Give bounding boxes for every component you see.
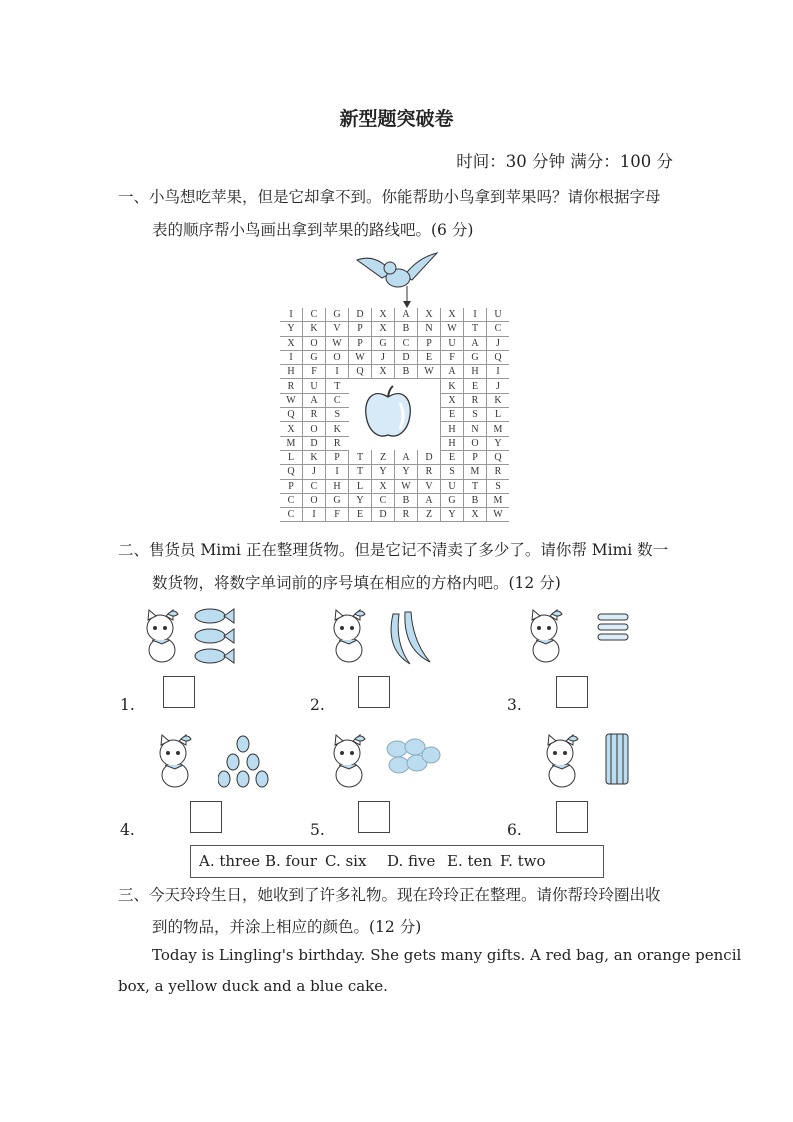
grid-letter-cell: K [441,379,464,393]
grid-letter-cell: O [303,336,326,350]
grid-row [280,465,509,479]
item-number-3: 3. [507,696,522,714]
grid-letter-cell: D [395,350,418,364]
grid-letter-cell: A [441,365,464,379]
item-number-4: 4. [120,821,135,839]
grid-letter-cell: C [326,393,349,407]
q3-passage-line1: Today is Lingling's birthday. She gets many gifts. A red bag, an orange pencil [152,946,742,964]
grid-letter-cell: X [441,393,464,407]
grid-row [280,479,509,493]
grid-letter-cell: G [303,350,326,364]
grid-letter-cell: I [326,365,349,379]
grid-letter-cell: W [326,336,349,350]
grid-letter-cell: E [441,450,464,464]
grid-letter-cell: P [418,336,441,350]
grid-letter-cell: H [326,479,349,493]
banana-icon [385,604,441,668]
item-number-1: 1. [120,696,135,714]
option-d: D. five [387,852,436,870]
grid-row [280,365,509,379]
answer-box-2[interactable] [358,676,390,708]
grid-letter-cell: K [303,322,326,336]
grid-letter-cell: X [372,479,395,493]
grid-letter-cell: W [418,365,441,379]
grid-letter-cell: O [326,350,349,364]
grid-letter-cell: Y [280,322,303,336]
stick-icon [598,729,654,793]
grid-letter-cell: S [464,408,487,422]
q1-instruction-line1: 一、小鸟想吃苹果，但是它却拿不到。你能帮助小鸟拿到苹果吗？请你根据字母 [118,188,661,206]
grid-letter-cell: G [441,493,464,507]
grid-letter-cell: I [487,365,510,379]
cat-icon [327,608,371,666]
q3-passage-line2: box, a yellow duck and a blue cake. [118,977,388,995]
grid-letter-cell: E [418,350,441,364]
option-f: F. two [500,852,546,870]
pear-icon [218,729,274,793]
option-a: A. three [199,852,260,870]
grid-letter-cell: I [464,308,487,322]
grid-letter-cell: Y [487,436,510,450]
grid-letter-cell: E [349,508,372,522]
grid-letter-cell: G [326,308,349,322]
grid-letter-cell: Y [372,465,395,479]
option-e: E. ten [447,852,493,870]
grid-letter-cell: B [464,493,487,507]
grid-letter-cell: U [303,379,326,393]
grid-letter-cell: L [349,479,372,493]
egg-icon [385,729,441,793]
q1-instruction-line2: 表的顺序帮小鸟画出拿到苹果的路线吧。(6 分) [152,221,474,239]
grid-row [280,450,509,464]
grid-letter-cell: R [326,436,349,450]
grid-letter-cell: X [280,336,303,350]
grid-letter-cell: F [441,350,464,364]
grid-letter-cell: B [395,493,418,507]
grid-letter-cell: Q [487,350,510,364]
answer-options-box [190,845,604,878]
grid-row [280,336,509,350]
grid-letter-cell: G [326,493,349,507]
grid-letter-cell: A [418,493,441,507]
grid-letter-cell: C [372,493,395,507]
grid-letter-cell: C [487,322,510,336]
grid-letter-cell: Q [280,465,303,479]
grid-empty-cell [418,436,441,450]
grid-letter-cell: O [303,422,326,436]
grid-letter-cell: J [487,379,510,393]
grid-letter-cell: U [487,308,510,322]
grid-letter-cell: K [487,393,510,407]
grid-letter-cell: R [395,508,418,522]
page-title: 新型题突破卷 [339,108,454,130]
grid-row [280,508,509,522]
grid-letter-cell: W [395,479,418,493]
grid-letter-cell: E [464,379,487,393]
cat-icon [524,608,568,666]
grid-letter-cell: Z [418,508,441,522]
grid-letter-cell: W [280,393,303,407]
grid-letter-cell: I [280,308,303,322]
grid-letter-cell: G [464,350,487,364]
grid-letter-cell: V [326,322,349,336]
grid-letter-cell: P [349,322,372,336]
grid-letter-cell: O [464,436,487,450]
answer-box-1[interactable] [163,676,195,708]
option-b: B. four [265,852,317,870]
grid-letter-cell: S [326,408,349,422]
grid-letter-cell: J [303,465,326,479]
grid-letter-cell: F [303,365,326,379]
grid-empty-cell [418,379,441,393]
grid-letter-cell: I [303,508,326,522]
grid-letter-cell: R [303,408,326,422]
grid-letter-cell: R [464,393,487,407]
grid-letter-cell: P [326,450,349,464]
cat-icon [140,608,184,666]
answer-box-4[interactable] [190,801,222,833]
grid-letter-cell: I [280,350,303,364]
grid-letter-cell: N [464,422,487,436]
answer-box-6[interactable] [556,801,588,833]
grid-letter-cell: D [418,450,441,464]
grid-letter-cell: Y [441,508,464,522]
grid-letter-cell: A [395,308,418,322]
grid-letter-cell: T [326,379,349,393]
item-number-5: 5. [310,821,325,839]
grid-row [280,493,509,507]
grid-empty-cell [418,422,441,436]
grid-letter-cell: T [349,450,372,464]
grid-letter-cell: X [464,508,487,522]
grid-letter-cell: R [418,465,441,479]
q2-instruction-line1: 二、售货员 Mimi 正在整理货物。但是它记不清卖了多少了。请你帮 Mimi 数一 [118,541,669,559]
fish-icon [190,604,246,668]
grid-letter-cell: A [395,450,418,464]
grid-letter-cell: H [464,365,487,379]
grid-letter-cell: H [280,365,303,379]
apple-icon [362,383,414,441]
grid-letter-cell: Y [349,493,372,507]
option-c: C. six [325,852,367,870]
grid-letter-cell: M [487,493,510,507]
grid-letter-cell: W [349,350,372,364]
grid-letter-cell: U [441,479,464,493]
grid-letter-cell: H [441,436,464,450]
grid-letter-cell: X [441,308,464,322]
q3-instruction-line2: 到的物品，并涂上相应的颜色。(12 分) [152,918,422,936]
grid-letter-cell: T [464,322,487,336]
cat-icon [540,733,584,791]
grid-letter-cell: Z [372,450,395,464]
grid-letter-cell: Y [395,465,418,479]
grid-letter-cell: N [418,322,441,336]
grid-row [280,322,509,336]
grid-letter-cell: P [349,336,372,350]
grid-letter-cell: L [487,408,510,422]
grid-letter-cell: C [280,493,303,507]
grid-letter-cell: P [464,450,487,464]
grid-letter-cell: J [487,336,510,350]
grid-letter-cell: X [372,322,395,336]
grid-letter-cell: X [372,365,395,379]
grid-letter-cell: T [464,479,487,493]
grid-letter-cell: Q [487,450,510,464]
q2-instruction-line2: 数货物，将数字单词前的序号填在相应的方格内吧。(12 分) [152,574,561,592]
grid-row [280,350,509,364]
grid-letter-cell: V [418,479,441,493]
grid-letter-cell: A [464,336,487,350]
grid-letter-cell: W [441,322,464,336]
grid-letter-cell: K [303,450,326,464]
grid-letter-cell: H [441,422,464,436]
grid-letter-cell: M [487,422,510,436]
grid-letter-cell: C [280,508,303,522]
cat-icon [327,733,371,791]
item-number-6: 6. [507,821,522,839]
grid-letter-cell: D [303,436,326,450]
grid-letter-cell: M [464,465,487,479]
grid-letter-cell: B [395,365,418,379]
grid-letter-cell: I [326,465,349,479]
grid-letter-cell: L [280,450,303,464]
grid-letter-cell: S [441,465,464,479]
bird-icon [352,248,442,310]
grid-letter-cell: T [349,465,372,479]
grid-letter-cell: E [441,408,464,422]
grid-empty-cell [418,393,441,407]
grid-row [280,308,509,322]
grid-letter-cell: U [441,336,464,350]
answer-box-5[interactable] [358,801,390,833]
bone-icon [590,604,646,668]
grid-letter-cell: C [303,308,326,322]
grid-letter-cell: W [487,508,510,522]
grid-letter-cell: F [326,508,349,522]
grid-letter-cell: X [372,308,395,322]
time-score-info: 时间：30 分钟 满分：100 分 [456,152,673,171]
grid-letter-cell: B [395,322,418,336]
grid-empty-cell [418,408,441,422]
grid-letter-cell: M [280,436,303,450]
cat-icon [153,733,197,791]
grid-letter-cell: X [418,308,441,322]
grid-letter-cell: C [395,336,418,350]
grid-letter-cell: A [303,393,326,407]
grid-letter-cell: J [372,350,395,364]
grid-letter-cell: S [487,479,510,493]
grid-letter-cell: X [280,422,303,436]
grid-letter-cell: P [280,479,303,493]
q3-instruction-line1: 三、今天玲玲生日，她收到了许多礼物。现在玲玲正在整理。请你帮玲玲圈出收 [118,886,661,904]
grid-letter-cell: C [303,479,326,493]
grid-letter-cell: D [372,508,395,522]
grid-letter-cell: Q [349,365,372,379]
grid-letter-cell: D [349,308,372,322]
grid-letter-cell: R [280,379,303,393]
grid-letter-cell: O [303,493,326,507]
grid-letter-cell: G [372,336,395,350]
grid-letter-cell: Q [280,408,303,422]
grid-letter-cell: R [487,465,510,479]
grid-letter-cell: K [326,422,349,436]
item-number-2: 2. [310,696,325,714]
answer-box-3[interactable] [556,676,588,708]
